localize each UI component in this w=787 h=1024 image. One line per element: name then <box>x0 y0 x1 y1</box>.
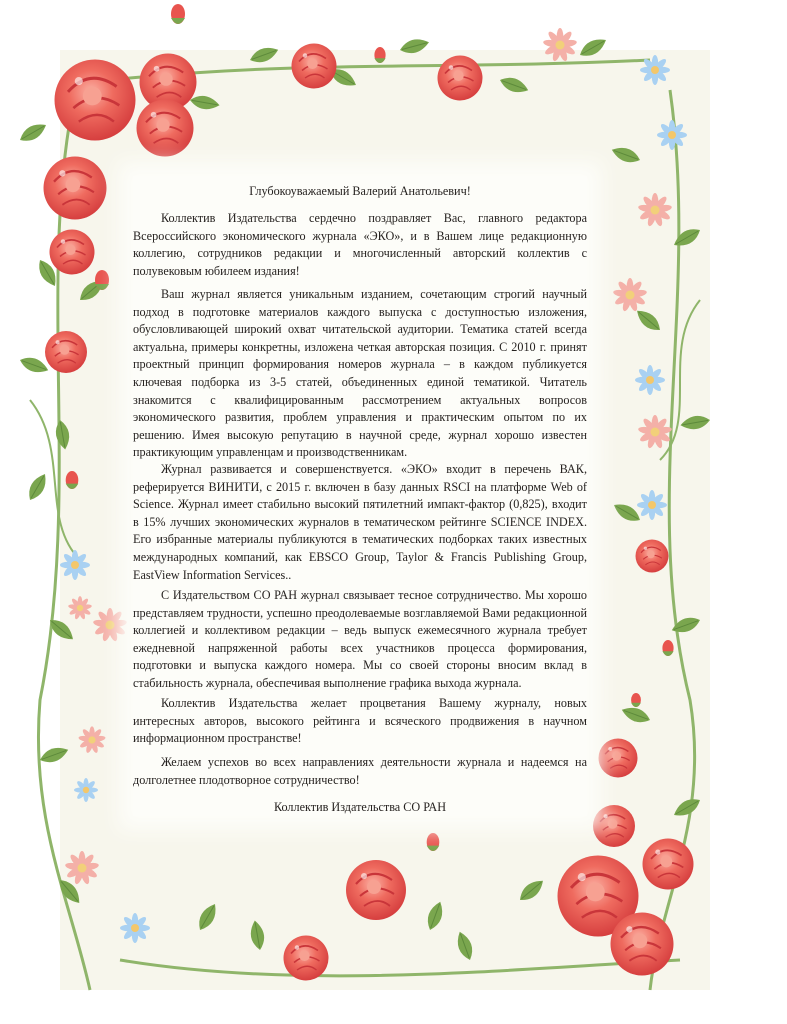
paragraph-cooperation: С Издательством СО РАН журнал связывает тесное сотрудничество. Мы хорошо представляем трудности, успешно преодолеваемые возглавляемой Вами редакционной коллегией и коллективом редакции – ведь выпуск ежемесячного журнала требует ежедневной напряженной работы всех участников процесса формирования, подготовки и выпуска каждого номера. Мы со своей стороны вносим вклад в стабильность журнала, обеспечивая выполнение графика выхода журнала. <box>133 588 587 690</box>
paragraph-wishes: Коллектив Издательства желает процветания Вашему журналу, новых интересных авторов, высокого рейтинга и всяческого продвижения в научном информационном пространстве! <box>133 696 587 746</box>
letter-signature: Коллектив Издательства СО РАН <box>273 800 447 814</box>
paragraph-journal-description: Ваш журнал является уникальным изданием, сочетающим строгий научный подход в подготовке материалов каждого выпуска с доступностью изложения, обусловливающей широкий охват читательской аудитории. Тематика статей всегда актуальна, примеры конкретны, изложена четкая авторская позиция. С 2010 г. принят проектный принцип формирования номеров журнала – в каждом публикуется ключевая подборка из 3-5 статей, объединенных единой тематикой. Читатель знакомится с квалифицированным рассмотрением актуальных вопросов экономического развития, проблем управления и практическим опытом по их решению. Имея высокую репутацию в научной среде, журнал хорошо известен практикующим управленцам и производственникам. <box>133 287 587 460</box>
paragraph-success: Желаем успехов во всех направлениях деятельности журнала и надеемся на долголетнее плодотворное сотрудничество! <box>133 755 587 787</box>
paragraph-journal-development: Журнал развивается и совершенствуется. «ЭКО» входит в перечень ВАК, реферируется ВИНИТИ, с 2015 г. включен в базу данных RSCI на платформе Web of Science. Журнал имеет стабильно высокий пятилетний импакт-фактор (0,825), входит в 15% лучших экономических журналов в тематическом рейтинге SCIENCE INDEX. Его избранные материалы публикуются в тематических подборках таких известных международных компаний, как EBSCO Group, Taylor & Francis Publishing Group, EastView Information Services.. <box>133 462 587 582</box>
letter-greeting: Глубокоуважаемый Валерий Анатольевич! <box>249 184 471 198</box>
paragraph-congratulation: Коллектив Издательства сердечно поздравляет Вас, главного редактора Всероссийского экономического журнала «ЭКО», и в Вашем лице редакционную коллегию, сотрудников редакции и многочисленный авторский коллектив с полувековым юбилеем издания! <box>133 211 587 278</box>
